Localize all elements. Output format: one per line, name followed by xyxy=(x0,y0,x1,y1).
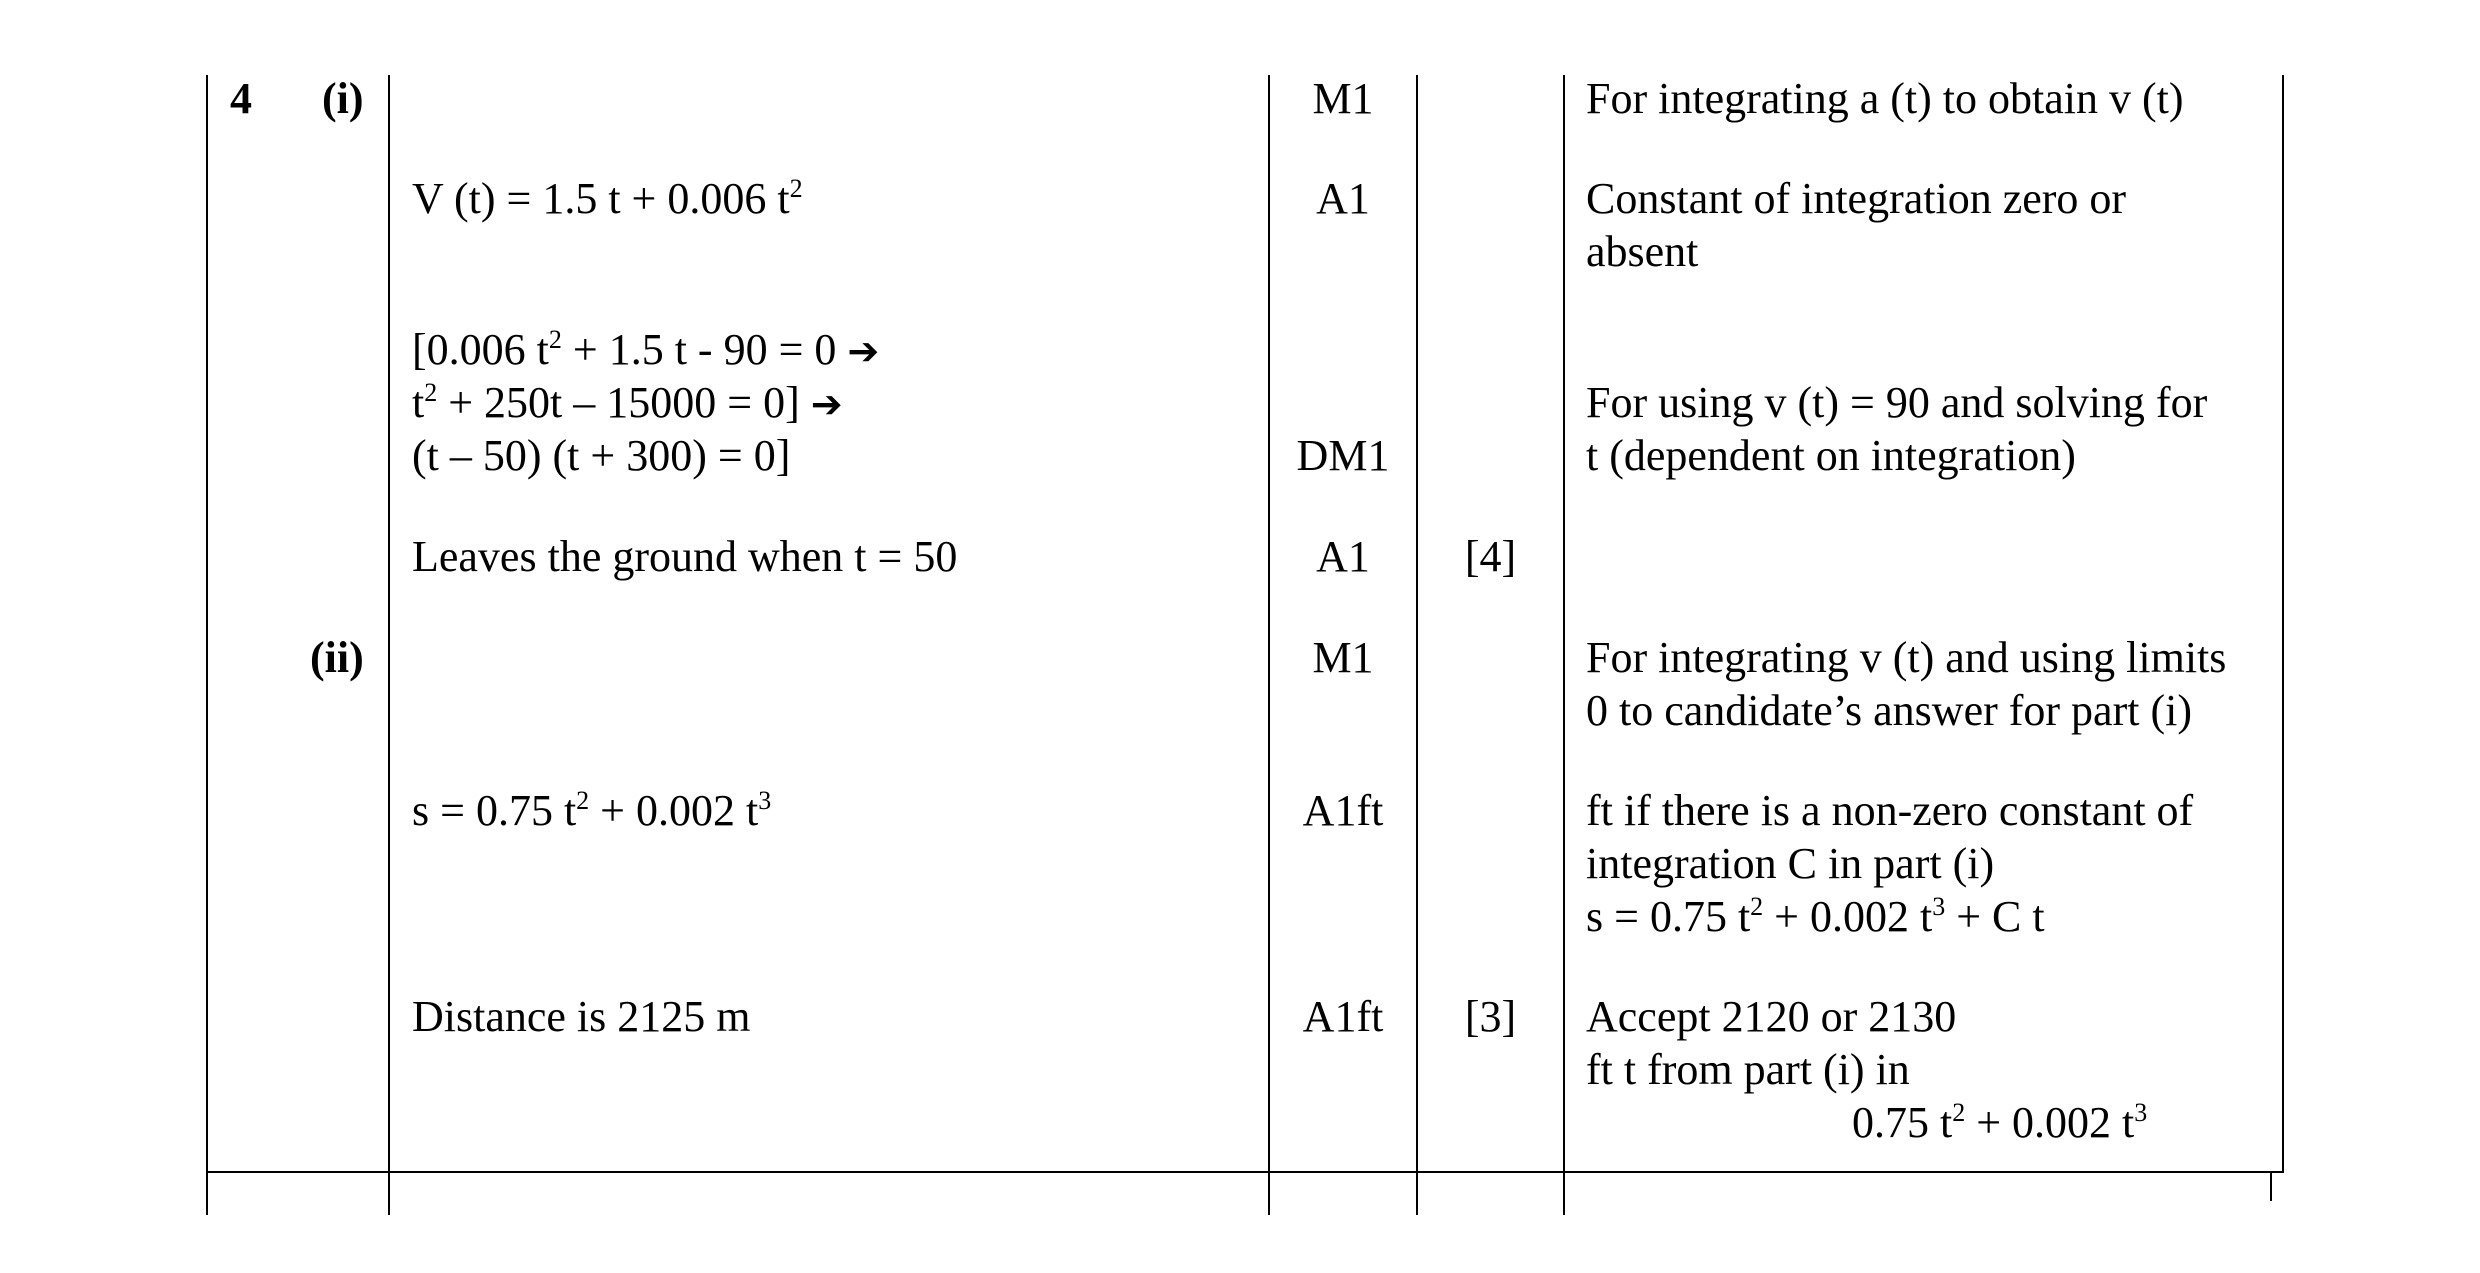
guidance-r3-line2: t (dependent on integration) xyxy=(1586,431,2076,480)
answer-r6 xyxy=(412,784,771,837)
table-border-left xyxy=(206,75,208,1215)
column-divider-answer xyxy=(388,75,390,1215)
table-border-right xyxy=(2282,75,2284,1171)
part-label-i: (i) xyxy=(322,74,364,123)
answer-text: + 0.002 t xyxy=(589,786,759,835)
mark-r3: DM1 xyxy=(1296,431,1390,480)
mark-r6: A1ft xyxy=(1302,786,1384,835)
working-r3-line1 xyxy=(412,323,879,378)
exponent: 3 xyxy=(1932,892,1946,921)
exponent: 2 xyxy=(1952,1098,1966,1127)
working-text: + 1.5 t - 90 = 0 xyxy=(561,325,848,374)
column-divider-totals xyxy=(1416,75,1418,1215)
guidance-r6-line2: integration C in part (i) xyxy=(1586,839,1995,888)
working-text: + 250t – 15000 = 0] xyxy=(437,378,811,427)
guidance-text: + 0.002 t xyxy=(1965,1098,2135,1147)
mark-r7: A1ft xyxy=(1302,992,1384,1041)
mark-r5: M1 xyxy=(1312,633,1374,682)
exponent: 2 xyxy=(424,378,438,407)
table-bottom-border xyxy=(206,1171,2284,1173)
arrow-right-icon: ➔ xyxy=(847,329,880,373)
guidance-r6-line1: ft if there is a non-zero constant of xyxy=(1586,786,2194,835)
guidance-r7-line2: ft t from part (i) in xyxy=(1586,1045,1910,1094)
exponent: 2 xyxy=(548,325,562,354)
answer-r2-text: V (t) = 1.5 t + 0.006 t xyxy=(412,174,790,223)
column-divider-guidance xyxy=(1563,75,1565,1215)
guidance-r7-line1: Accept 2120 or 2130 xyxy=(1586,992,1957,1041)
answer-r7: Distance is 2125 m xyxy=(412,992,751,1041)
answer-r4: Leaves the ground when t = 50 xyxy=(412,532,958,581)
exponent: 2 xyxy=(1750,892,1764,921)
guidance-text: 0.75 t xyxy=(1852,1098,1953,1147)
mark-r4: A1 xyxy=(1316,532,1370,581)
guidance-r5-line1: For integrating v (t) and using limits xyxy=(1586,633,2227,682)
table-border-right-stub xyxy=(2270,1171,2272,1201)
exponent: 2 xyxy=(576,786,590,815)
guidance-r7-line3 xyxy=(1852,1096,2147,1149)
question-number: 4 xyxy=(230,74,252,123)
guidance-r3-line1: For using v (t) = 90 and solving for xyxy=(1586,378,2208,427)
guidance-r2-line1: Constant of integration zero or xyxy=(1586,174,2127,223)
working-r3-line3: (t – 50) (t + 300) = 0] xyxy=(412,431,791,480)
arrow-right-icon: ➔ xyxy=(810,382,843,426)
mark-r2: A1 xyxy=(1316,174,1370,223)
part-label-ii: (ii) xyxy=(310,633,364,682)
guidance-r6-line3 xyxy=(1586,890,2045,943)
working-text: [0.006 t xyxy=(412,325,549,374)
guidance-text: s = 0.75 t xyxy=(1586,892,1751,941)
guidance-text: + C t xyxy=(1945,892,2045,941)
working-r3-line2 xyxy=(412,376,843,431)
exponent: 3 xyxy=(2134,1098,2148,1127)
guidance-text: + 0.002 t xyxy=(1763,892,1933,941)
mark-r1: M1 xyxy=(1312,74,1374,123)
guidance-r2-line2: absent xyxy=(1586,227,1699,276)
guidance-r1: For integrating a (t) to obtain v (t) xyxy=(1586,74,2184,123)
answer-text: s = 0.75 t xyxy=(412,786,577,835)
exponent: 3 xyxy=(758,786,772,815)
total-part-i: [4] xyxy=(1464,532,1517,581)
total-part-ii: [3] xyxy=(1464,992,1517,1041)
exponent: 2 xyxy=(789,174,803,203)
working-text: t xyxy=(412,378,425,427)
answer-r2 xyxy=(412,172,803,225)
guidance-r5-line2: 0 to candidate’s answer for part (i) xyxy=(1586,686,2192,735)
